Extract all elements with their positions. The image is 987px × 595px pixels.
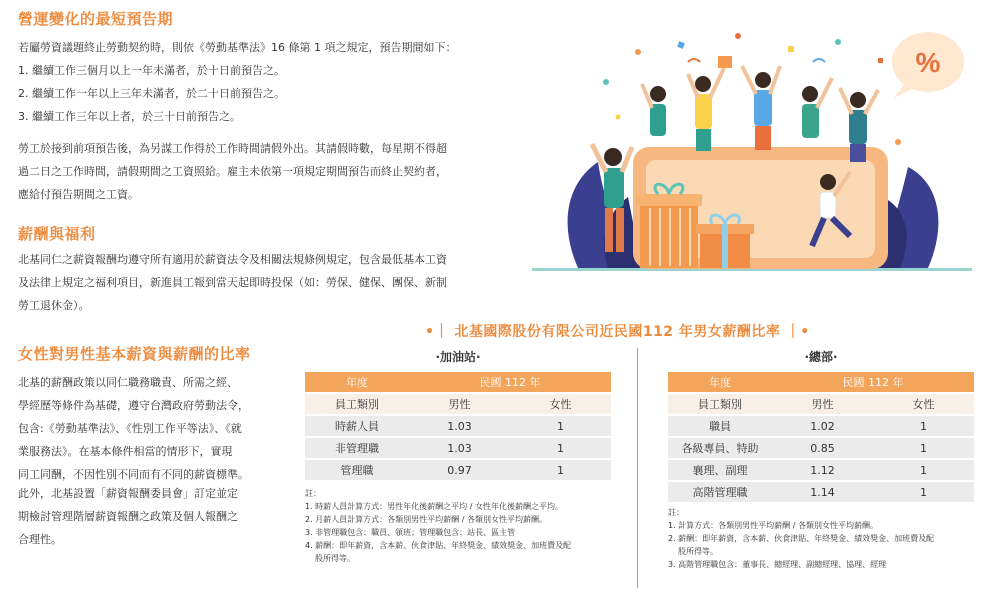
row-category: 高階管理職 [668,482,772,502]
note-item: 2. 月薪人員計算方式：各類別男性平均薪酬 / 各類別女性平均薪酬。 [305,515,547,524]
headquarters-notes [668,506,980,571]
note-item: 4. 薪酬：即年薪資，含本薪、伙食津貼、年終獎金、績效獎金、加班費及配 [305,541,572,550]
row-female-value: 1 [873,482,974,502]
row-male-value: 1.03 [409,438,510,458]
note-item: 2. 薪酬：即年薪資，含本薪、伙食津貼、年終獎金、績效獎金、加班費及配 [668,534,935,543]
note-item: 股所得等。 [315,554,355,563]
table-row [668,460,974,480]
row-category: 非管理職 [305,438,409,458]
row-male-value: 0.97 [409,460,510,480]
pay-ratio-title-text: 北基國際股份有限公司近民國112 年男女薪酬比率 [454,324,781,340]
notice-body [18,137,518,206]
table-row [668,416,974,436]
col-year-value: 民國 112 年 [772,372,974,392]
row-category: 襄理、副理 [668,460,772,480]
section-title-gender-pay-ratio: 女性對男性基本薪資與薪酬的比率 [18,345,251,363]
gas-station-notes [305,487,625,565]
table-row [305,416,611,436]
person-body [604,168,624,208]
col-male-header: 男性 [772,394,873,414]
gas-station-subtitle: ·加油站· [435,350,481,364]
row-male-value: 0.85 [772,438,873,458]
headquarters-subtitle: ·總部· [804,350,838,364]
table-row [668,482,974,502]
notice-body-line: 應給付預告期間之工資。 [18,188,139,201]
notice-body-line: 勞工於接到前項預告後，為另謀工作得於工作時間請假外出。其請假時數，每星期不得超 [18,142,447,155]
gift-box-lid [636,194,702,206]
gender-pay-body-2 [18,482,283,551]
col-category-header: 員工類別 [668,394,772,414]
col-category-header: 員工類別 [305,394,409,414]
gender-pay-line: 業服務法》。在基本條件相當的情形下，實現 [18,445,233,458]
crowd-group [642,56,878,162]
gift-ribbon [722,224,728,268]
section-title-compensation: 薪酬與福利 [18,225,96,243]
gender-pay-line: 合理性。 [18,533,62,546]
row-category: 管理職 [305,460,409,480]
percent-icon: % [915,47,941,78]
compensation-body-line: 及法律上規定之福利項目，新進員工報到當天起即時投保（如：勞保、健保、團保、新制 [18,276,447,289]
compensation-body-line: 勞工退休金）。 [18,299,90,312]
pay-ratio-table-title [425,321,810,341]
table-divider [637,348,638,588]
col-year-value: 民國 112 年 [409,372,611,392]
row-male-value: 1.02 [772,416,873,436]
person-leg [616,208,624,252]
notice-item: 2. 繼續工作一年以上三年未滿者，於二十日前預告之。 [18,87,285,100]
row-female-value: 1 [510,416,611,436]
gender-pay-line: 此外，北基設置「薪資報酬委員會」訂定並定 [18,487,238,500]
col-female-header: 女性 [873,394,974,414]
gender-pay-line: 學經歷等條件為基礎，遵守台灣政府勞動法令， [18,399,249,412]
note-item: 1. 計算方式：各類別男性平均薪酬 / 各類別女性平均薪酬。 [668,521,878,530]
notice-intro: 若屬勞資議題終止勞動契約時，則依《勞動基準法》16 條第 1 項之規定，預告期間如下： [18,41,457,54]
col-year-header: 年度 [305,372,409,392]
person-leg [605,208,613,252]
row-category: 時薪人員 [305,416,409,436]
row-category: 職員 [668,416,772,436]
table-row [668,438,974,458]
celebration-illustration [528,22,976,280]
gender-pay-line: 包含:《勞動基準法》、《性別工作平等法》、《就 [18,422,242,435]
notice-item: 3. 繼續工作三年以上者，於三十日前預告之。 [18,110,241,123]
row-female-value: 1 [873,460,974,480]
note-item: 股所得等。 [678,547,718,556]
gender-pay-line: 同工同酬，不因性別不同而有不同的薪資標準。 [18,468,249,481]
row-male-value: 1.12 [772,460,873,480]
note-item: 3. 非管理職包含：職員、領班；管理職包含：站長、區主管 [305,528,516,537]
col-male-header: 男性 [409,394,510,414]
row-male-value: 1.14 [772,482,873,502]
col-year-header: 年度 [668,372,772,392]
compensation-body-line: 北基同仁之薪資報酬均遵守所有適用於薪資法令及相關法規條例規定，包含最低基本工資 [18,253,447,266]
title-decoration-left: •｜ [425,324,449,340]
table-row [305,460,611,480]
note-item: 1. 時薪人員計算方式：男性年化後薪酬之平均 / 女性年化後薪酬之平均。 [305,502,563,511]
gas-station-pay-table [305,370,611,482]
gender-pay-line: 期檢討管理階層薪資報酬之政策及個人報酬之 [18,510,238,523]
notice-item: 1. 繼續工作三個月以上一年未滿者，於十日前預告之。 [18,64,285,77]
notice-body-line: 過二日之工作時間，請假期間之工資照給。雇主未依第一項規定期間預告而終止契約者， [18,165,447,178]
notes-label: 註： [305,489,321,498]
gender-pay-body [18,371,283,486]
person-arm [622,147,632,172]
row-female-value: 1 [873,438,974,458]
title-decoration-right: ｜• [785,324,810,340]
notes-label: 註： [668,508,684,517]
notice-period-text [18,36,518,128]
compensation-body [18,248,518,317]
row-category: 各級專員、特助 [668,438,772,458]
gender-pay-line: 北基的薪酬政策以同仁職務職責、所需之經、 [18,376,238,389]
col-female-header: 女性 [510,394,611,414]
headquarters-pay-table [668,370,974,504]
table-row [305,438,611,458]
row-female-value: 1 [873,416,974,436]
person-head [604,148,622,166]
section-title-notice-period: 營運變化的最短預告期 [18,10,174,28]
row-female-value: 1 [510,438,611,458]
note-item: 3. 高階管理職包含：董事長、總經理、副總經理、協理、經理 [668,560,887,569]
row-female-value: 1 [510,460,611,480]
row-male-value: 1.03 [409,416,510,436]
